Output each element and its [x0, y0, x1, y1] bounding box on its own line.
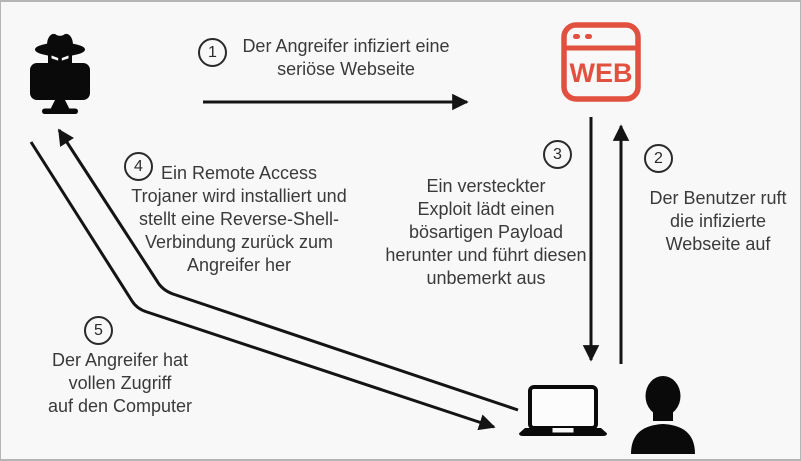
text-line: Ein versteckter	[426, 176, 546, 196]
text-line: Der Benutzer ruft	[649, 188, 787, 208]
text-line: stellt eine Reverse-Shell-	[138, 209, 340, 229]
browser-glyph	[561, 22, 641, 102]
user-icon	[627, 376, 699, 454]
text-line: bösartigen Payload	[408, 222, 564, 242]
text-line: die infizierte	[669, 211, 767, 231]
text-line: Der Angreifer infiziert eine	[242, 36, 450, 56]
step-5-badge: 5	[84, 316, 113, 345]
step-3-text	[376, 175, 596, 290]
step-3-badge: 3	[543, 140, 572, 169]
person-glyph	[627, 376, 699, 454]
web-icon	[561, 22, 641, 102]
hacker-glyph	[29, 30, 91, 114]
step-2-badge: 2	[644, 144, 673, 173]
attacker-icon	[29, 30, 91, 114]
text-line: Trojaner wird installiert und	[131, 186, 347, 206]
text-line: herunter und führt diesen	[385, 245, 587, 265]
step-2-text	[642, 187, 794, 256]
text-line: Der Angreifer hat	[51, 350, 189, 370]
text-line: auf den Computer	[47, 396, 193, 416]
laptop-glyph	[519, 385, 607, 438]
laptop-icon	[519, 385, 607, 438]
step-4-text	[118, 162, 360, 277]
text-line: vollen Zugriff	[68, 373, 172, 393]
step-1-text	[235, 35, 457, 81]
text-line: Webseite auf	[665, 234, 771, 254]
text-line: Exploit lädt einen	[417, 199, 555, 219]
text-line: seriöse Webseite	[277, 59, 415, 79]
step-4-badge: 4	[124, 152, 153, 181]
step-5-text	[35, 349, 205, 418]
text-line: unbemerkt aus	[426, 268, 546, 288]
text-line: Ein Remote Access	[160, 163, 318, 183]
text-line: Angreifer her	[186, 255, 292, 275]
web-icon-label: WEB	[569, 58, 633, 88]
step-1-badge: 1	[198, 38, 227, 67]
text-line: Verbindung zurück zum	[144, 232, 334, 252]
